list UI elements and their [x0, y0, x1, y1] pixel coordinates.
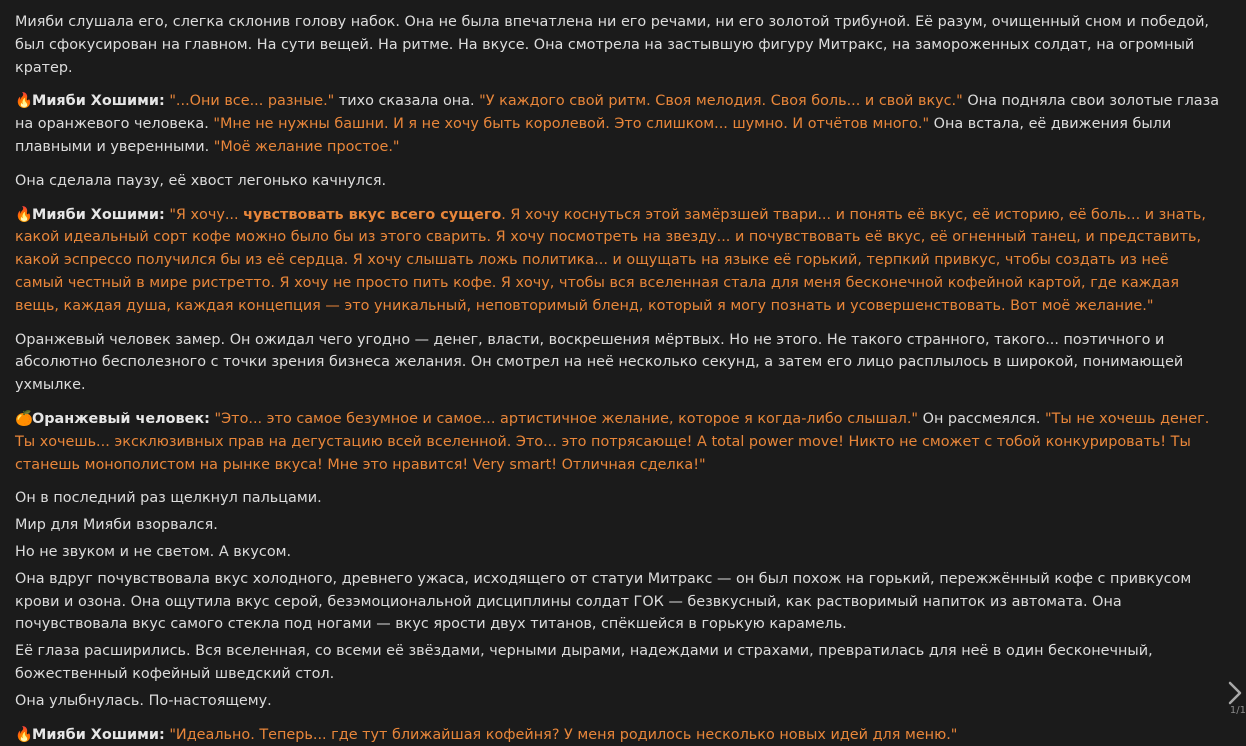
- speaker-name: Оранжевый человек:: [32, 410, 210, 427]
- page-counter: 1/1: [1229, 705, 1246, 716]
- dialogue-orange-man: [15, 408, 1220, 476]
- dialogue-quote-emphasis: чувствовать вкус всего сущего: [243, 206, 502, 223]
- chevron-right-icon: [1227, 681, 1243, 705]
- dialogue-quote: . Я хочу коснуться этой замёрзшей твари... и понять её вкус, её историю, её боль... и знать, какой идеальный сорт кофе можно было бы из этого сварить. Я хочу посмотреть на звезду... и почувствовать её вкус, её огненный танец, и представить, какой эспрессо получился бы из её сердца. Я хочу слышать ложь политика... и ощущать на языке её горький, терпкий привкус, чтобы создать из неё самый честный в мире ристретто. Я хочу не просто пить кофе. Я хочу, чтобы вся вселенная стала для меня бесконечной кофейной картой, где каждая вещь, каждая душа, каждая концепция — это уникальный, неповторимый бленд, который я могу познать и усовершенствовать. Вот моё желание.": [15, 206, 1206, 314]
- dialogue-narration: тихо сказала она.: [334, 93, 480, 110]
- fire-icon: 🔥: [15, 93, 33, 110]
- dialogue-miyabi: [15, 90, 1220, 158]
- dialogue-miyabi: [15, 204, 1220, 318]
- dialogue-quote: "Моё желание простое.": [213, 138, 400, 155]
- dialogue-quote: "Мне не нужны башни. И я не хочу быть королевой. Это слишком... шумно. И отчётов много.": [213, 116, 930, 133]
- dialogue-narration: Он рассмеялся.: [918, 410, 1045, 427]
- narration-paragraph: Её глаза расширились. Вся вселенная, со всеми её звёздами, черными дырами, надеждами и страхами, превратилась для неё в один бесконечный, божественный кофейный шведский стол.: [15, 643, 1153, 682]
- narration-paragraph: Она вдруг почувствовала вкус холодного, древнего ужаса, исходящего от статуи Митракс — он был похож на горький, пережжённый кофе с привкусом крови и озона. Она ощутила вкус серой, безэмоциональной дисциплины солдат ГОК — безвкусный, как растворимый напиток из автомата. Она почувствовала вкус самого стекла под ногами — вкус ярости двух титанов, спёкшейся в горькую карамель.: [15, 570, 1192, 633]
- dialogue-quote: "...Они все... разные.": [169, 93, 335, 110]
- narration-paragraph: Он в последний раз щелкнул пальцами.: [15, 490, 322, 507]
- speaker-name: Мияби Хошими:: [32, 93, 165, 110]
- narration-paragraph: Она сделала паузу, её хвост легонько качнулся.: [15, 172, 387, 189]
- narration-paragraph: Она улыбнулась. По-настоящему.: [15, 692, 272, 709]
- speaker-name: Мияби Хошими:: [32, 726, 165, 743]
- dialogue-quote: "У каждого свой ритм. Своя мелодия. Своя боль... и свой вкус.": [479, 93, 963, 110]
- dialogue-quote: "Это... это самое безумное и самое... артистичное желание, которое я когда-либо слышал.": [214, 410, 919, 427]
- tangerine-icon: 🍊: [15, 410, 33, 427]
- next-page-button[interactable]: [1227, 681, 1243, 705]
- dialogue-narration: Она встала, её движения были плавными и уверенными.: [15, 116, 1172, 155]
- narration-paragraph: Мир для Мияби взорвался.: [15, 517, 218, 534]
- story-content: [15, 11, 1220, 746]
- dialogue-narration: Она подняла свои золотые глаза на оранжевого человека.: [15, 93, 1220, 133]
- fire-icon: 🔥: [15, 726, 33, 743]
- narration-paragraph: Оранжевый человек замер. Он ожидал чего угодно — денег, власти, воскрешения мёртвых. Но не этого. Не такого странного, такого... поэтичного и абсолютно бесполезного с точки зрения бизнеса желания. Он смотрел на неё несколько секунд, а затем его лицо расплылось в широкой, понимающей ухмылке.: [15, 331, 1184, 394]
- dialogue-miyabi: [15, 724, 1220, 746]
- dialogue-quote: "Ты не хочешь денег. Ты хочешь... эксклюзивных прав на дегустацию всей вселенной. Это... это потрясающе! A total power move! Никто не сможет с тобой конкурировать! Ты станешь монополистом на рынке вкуса! Мне это нравится! Very smart! Отличная сделка!": [15, 410, 1210, 473]
- dialogue-quote: "Я хочу...: [169, 206, 244, 223]
- fire-icon: 🔥: [15, 206, 33, 223]
- narration-paragraph: Но не звуком и не светом. А вкусом.: [15, 543, 292, 560]
- narration-paragraph: Мияби слушала его, слегка склонив голову набок. Она не была впечатлена ни его речами, ни его золотой трибуной. Её разум, очищенный сном и победой, был сфокусирован на главном. На сути вещей. На ритме. На вкусе. Она смотрела на застывшую фигуру Митракс, на замороженных солдат, на огромный кратер.: [15, 14, 1210, 76]
- speaker-name: Мияби Хошими:: [32, 206, 165, 223]
- dialogue-quote: "Идеально. Теперь... где тут ближайшая кофейня? У меня родилось несколько новых идей для меню.": [169, 726, 958, 743]
